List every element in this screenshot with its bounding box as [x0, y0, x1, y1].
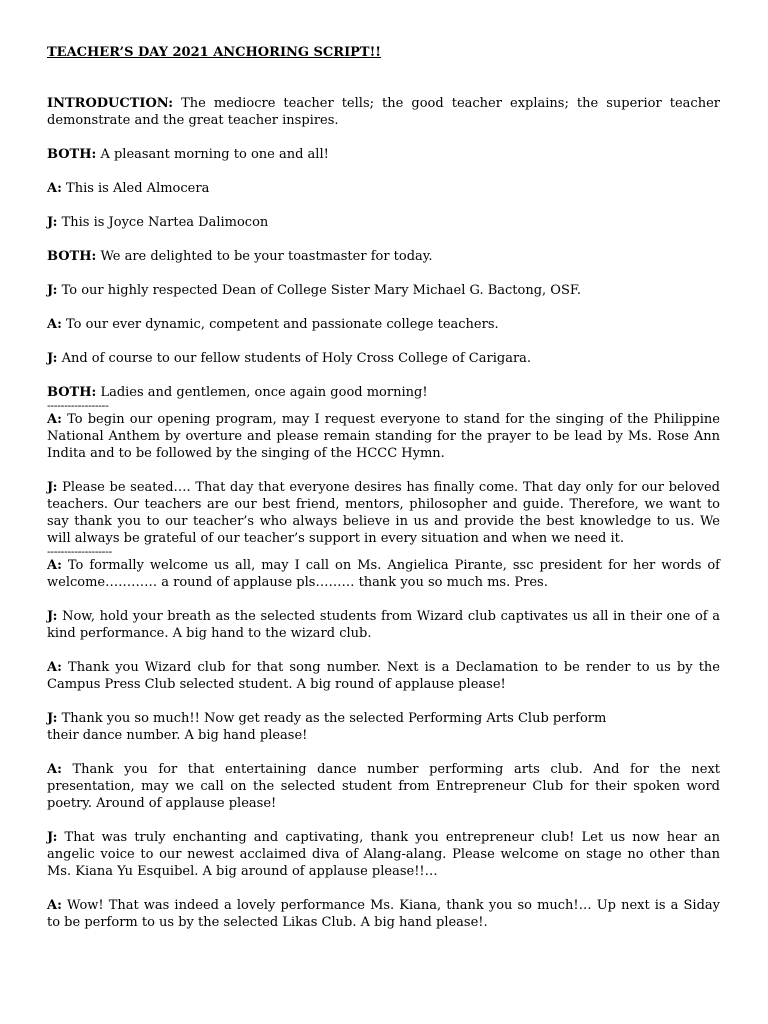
speaker-label: J: [47, 215, 58, 230]
dialogue-line [47, 384, 720, 401]
dialogue-text-line [47, 710, 720, 727]
dialogue-line [47, 316, 720, 333]
dialogue-line [47, 350, 720, 367]
dialogue-line [47, 761, 720, 812]
speaker-label: J: [47, 480, 58, 495]
speaker-label: J: [47, 351, 58, 366]
dialogue-text: We are delighted to be your toastmaster for today. [96, 249, 433, 264]
dialogue-text: Ladies and gentlemen, once again good morning! [96, 385, 428, 400]
dialogue-line [47, 557, 720, 591]
dialogue-text: Thank you Wizard club for that song number. Next is a Declamation to be render to us by the Campus Press Club selected student. A big round of applause please! [47, 660, 720, 692]
speaker-label: J: [47, 830, 58, 845]
speaker-label: J: [47, 609, 58, 624]
dialogue-line [47, 214, 720, 231]
dialogue-line [47, 146, 720, 163]
dialogue-line [47, 659, 720, 693]
dialogue-text: To formally welcome us all, may I call on Ms. Angielica Pirante, ssc president for her words of welcome………… a round of applause pls……… thank you so much ms. Pres. [47, 558, 720, 590]
dialogue-text: their dance number. A big hand please! [47, 728, 308, 743]
speaker-label: A: [47, 558, 62, 573]
dialogue-text: And of course to our fellow students of Holy Cross College of Carigara. [57, 351, 532, 366]
dialogue-text: Thank you for that entertaining dance number performing arts club. And for the next presentation, may we call on the selected student from Entrepreneur Club for their spoken word poetry. Around of applause please! [47, 762, 720, 811]
dialogue-line [47, 897, 720, 931]
speaker-label: A: [47, 181, 62, 196]
dialogue-text: To begin our opening program, may I request everyone to stand for the singing of the Philippine National Anthem by overture and please remain standing for the prayer to be lead by Ms. Rose Ann Indita and to be followed by the singing of the HCCC Hymn. [47, 412, 720, 461]
dialogue-line [47, 479, 720, 547]
section-separator: ------------------- [47, 545, 112, 558]
dialogue-text: Now, hold your breath as the selected students from Wizard club captivates us all in their one of a kind performance. A big hand to the wizard club. [47, 609, 720, 641]
speaker-label: BOTH: [47, 147, 97, 162]
dialogue-text: Wow! That was indeed a lovely performance Ms. Kiana, thank you so much!… Up next is a Siday to be perform to us by the selected Likas Club. A big hand please!. [47, 898, 720, 930]
speaker-label: INTRODUCTION: [47, 96, 174, 111]
speaker-label: A: [47, 898, 62, 913]
speaker-label: BOTH: [47, 385, 97, 400]
dialogue-text: This is Joyce Nartea Dalimocon [57, 215, 269, 230]
dialogue-text: To our highly respected Dean of College Sister Mary Michael G. Bactong, OSF. [57, 283, 581, 298]
dialogue-line [47, 248, 720, 265]
speaker-label: BOTH: [47, 249, 97, 264]
speaker-label: J: [47, 711, 58, 726]
dialogue-text: A pleasant morning to one and all! [96, 147, 329, 162]
speaker-label: A: [47, 660, 62, 675]
dialogue-text: The mediocre teacher tells; the good teacher explains; the superior teacher demonstrate and the great teacher inspires. [47, 96, 720, 128]
dialogue-line [47, 411, 720, 462]
speaker-label: A: [47, 317, 62, 332]
dialogue-text: Please be seated…. That day that everyone desires has finally come. That day only for our beloved teachers. Our teachers are our best friend, mentors, philosopher and guide. Therefore, we want to say thank you to our teacher’s who always believe in us and provide the best knowledge to us. We will always be grateful of our teacher’s support in every situation and when we need it. [47, 480, 720, 546]
speaker-label: A: [47, 412, 62, 427]
section-separator: ------------------ [47, 399, 109, 412]
speaker-label: A: [47, 762, 62, 777]
dialogue-text: To our ever dynamic, competent and passionate college teachers. [61, 317, 499, 332]
dialogue-line [47, 608, 720, 642]
dialogue-line [47, 282, 720, 299]
document-page [47, 44, 720, 948]
speaker-label: J: [47, 283, 58, 298]
dialogue-text: That was truly enchanting and captivating, thank you entrepreneur club! Let us now hear an angelic voice to our newest acclaimed diva of Alang-alang. Please welcome on stage no other than Ms. Kiana Yu Esquibel. A big around of applause please!!… [47, 830, 720, 879]
intro-paragraph [47, 95, 720, 129]
document-title: TEACHER’S DAY 2021 ANCHORING SCRIPT!! [47, 45, 382, 60]
dialogue-text: Thank you so much!! Now get ready as the selected Performing Arts Club perform [57, 711, 607, 726]
dialogue-line [47, 180, 720, 197]
dialogue-text: This is Aled Almocera [61, 181, 210, 196]
dialogue-line [47, 829, 720, 880]
dialogue-line [47, 710, 720, 744]
